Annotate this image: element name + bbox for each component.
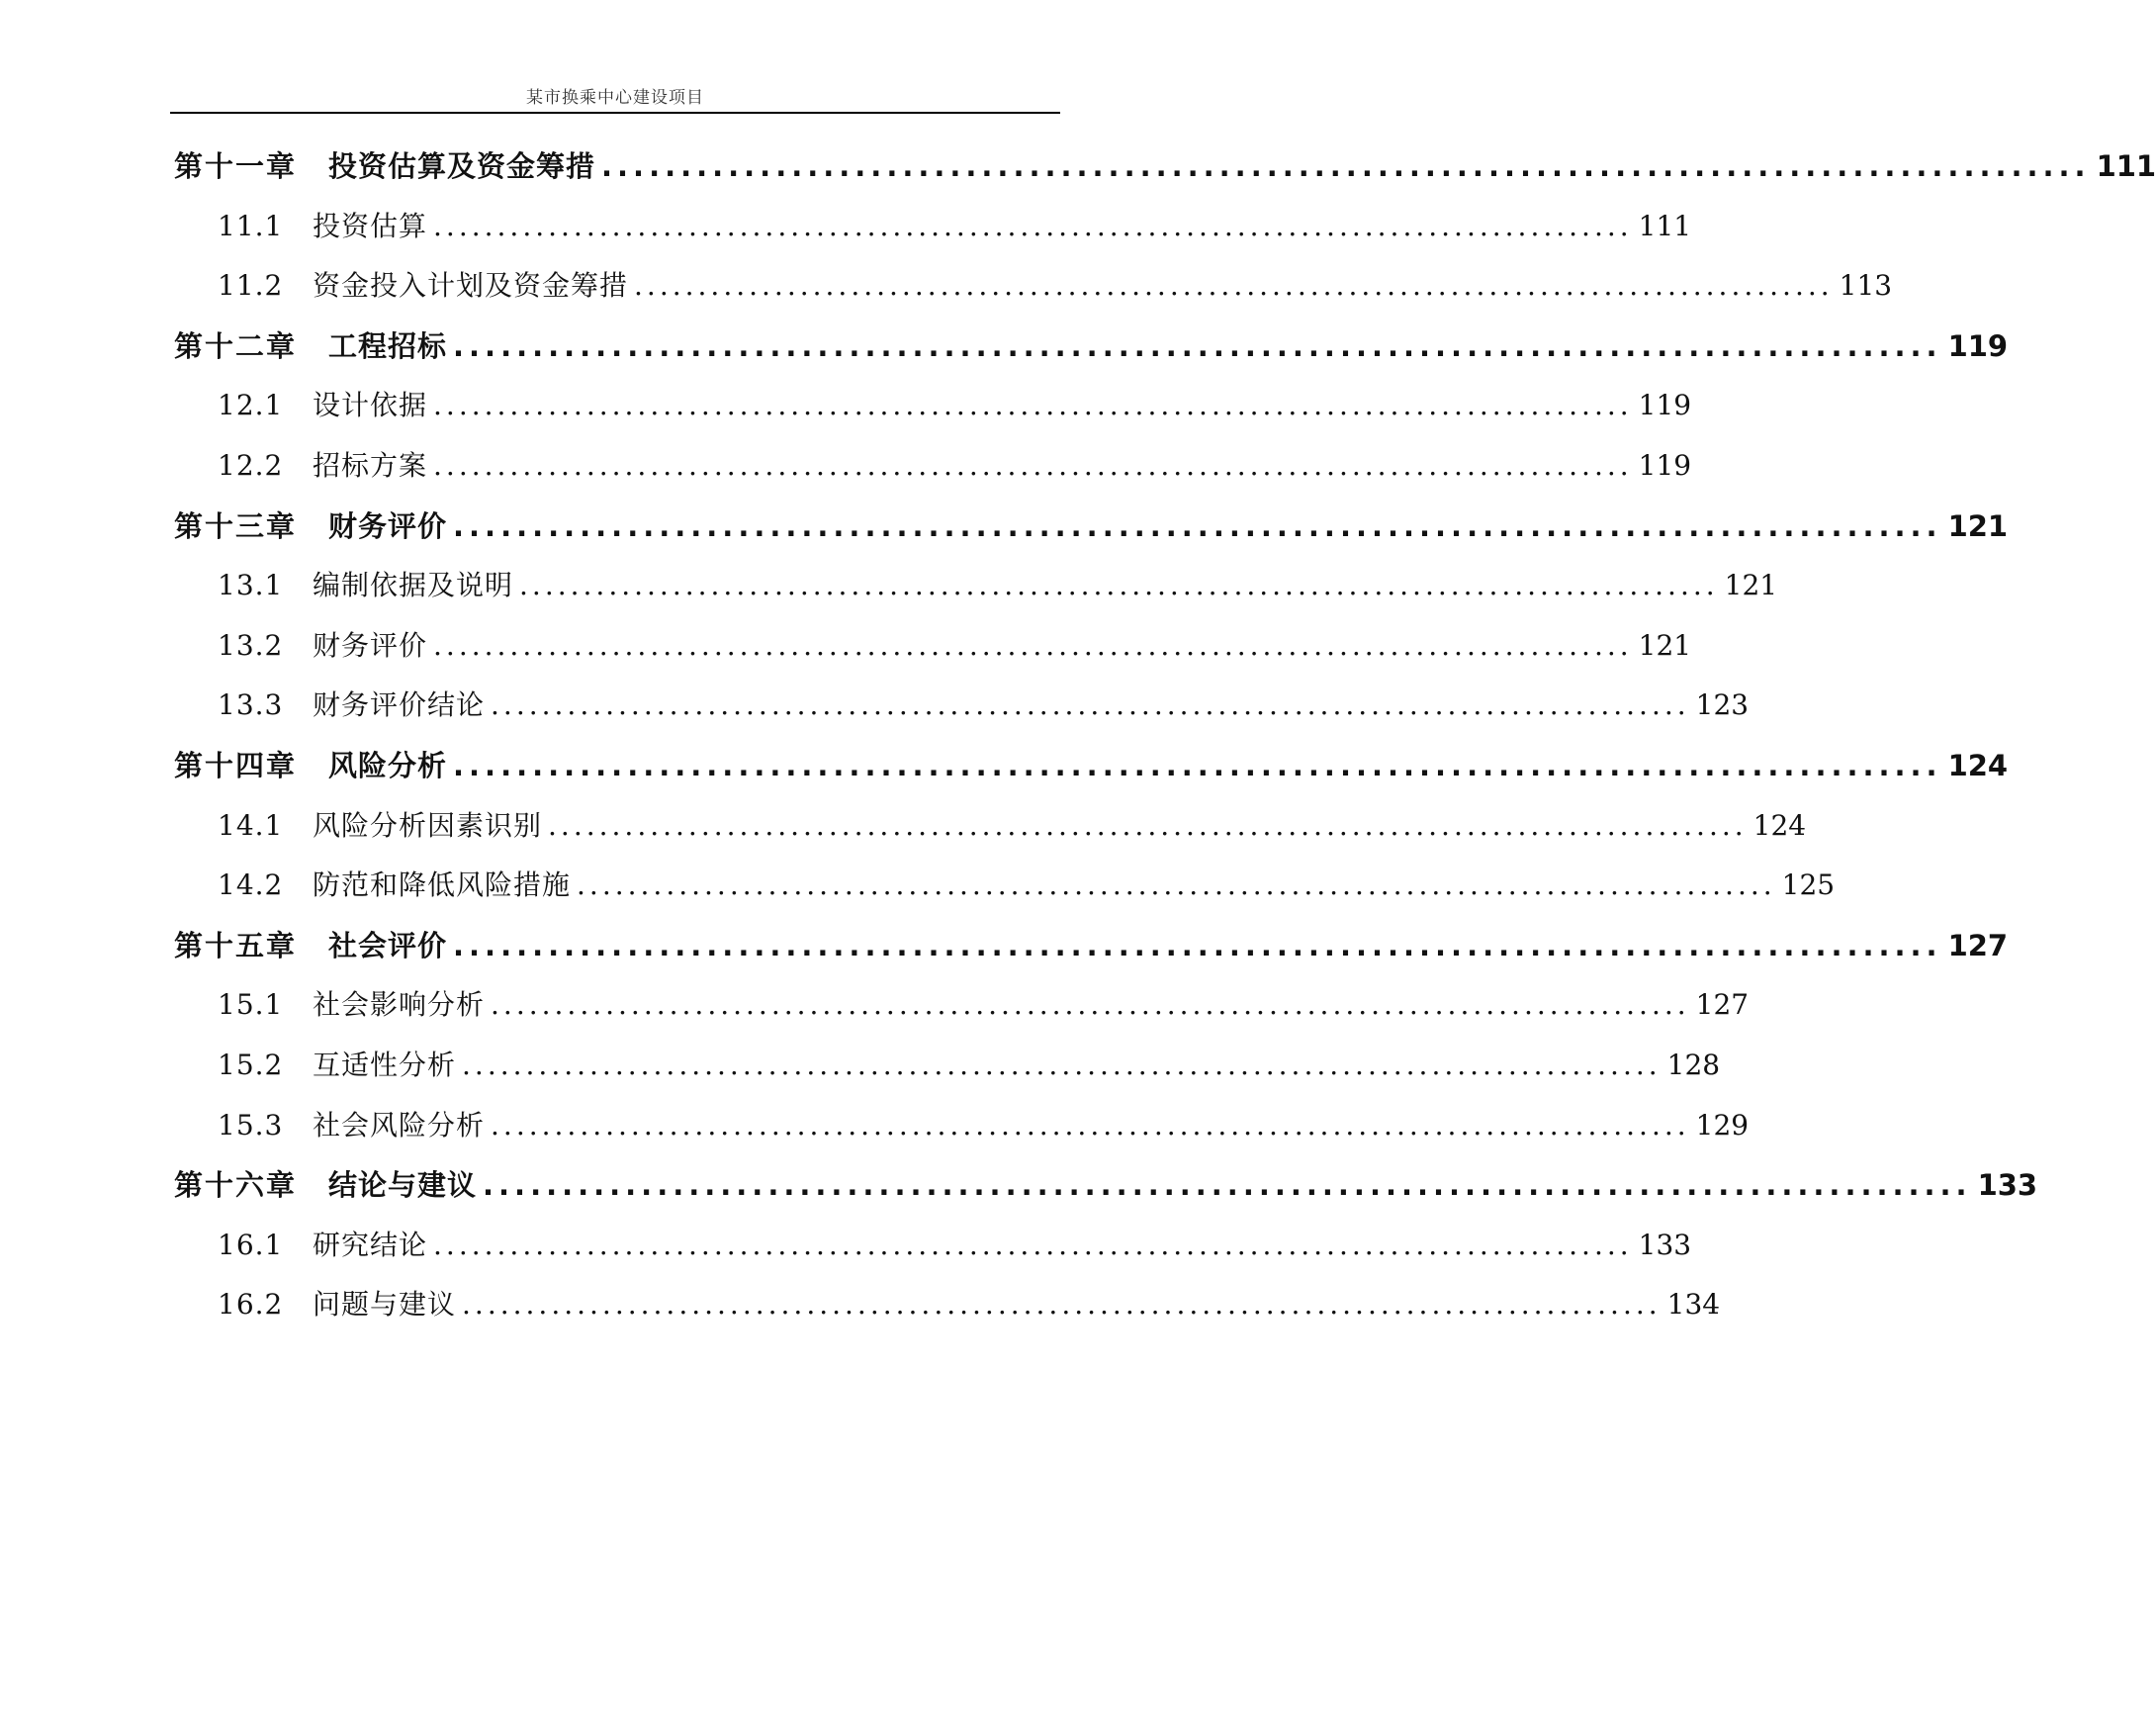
toc-section-title: 财务评价 xyxy=(313,628,428,662)
toc-section-15-1[interactable] xyxy=(174,975,1750,1036)
toc-leader: .............................................................................................. xyxy=(601,149,2091,183)
toc-leader: .............................................................................................. xyxy=(491,988,1690,1022)
toc-section-title: 资金投入计划及资金筹措 xyxy=(313,269,629,303)
toc-section-13-1[interactable] xyxy=(174,556,1778,616)
toc-section-title: 投资估算 xyxy=(313,209,428,242)
toc-section-number: 15.2 xyxy=(218,1048,284,1081)
toc-section-title: 社会影响分析 xyxy=(313,988,486,1022)
toc-leader: .............................................................................................. xyxy=(453,748,1942,782)
toc-chapter-title: 投资估算及资金筹措 xyxy=(328,149,596,183)
toc-page-number: 134 xyxy=(1666,1288,1721,1322)
toc-chapter-title: 工程招标 xyxy=(328,328,448,363)
toc-section-11-1[interactable] xyxy=(174,197,1692,257)
toc-section-title: 招标方案 xyxy=(313,448,428,482)
toc-leader: .............................................................................................. xyxy=(462,1048,1662,1081)
toc-chapter-title: 财务评价 xyxy=(328,508,448,543)
toc-section-title: 设计依据 xyxy=(313,389,428,422)
toc-section-number: 16.2 xyxy=(218,1288,284,1322)
toc-leader: .............................................................................................. xyxy=(491,1108,1690,1141)
toc-chapter-number: 第十二章 xyxy=(174,328,298,363)
toc-leader: .............................................................................................. xyxy=(433,389,1633,422)
toc-leader: .............................................................................................. xyxy=(433,448,1633,482)
toc-chapter-title: 风险分析 xyxy=(328,748,448,782)
toc-section-16-2[interactable] xyxy=(174,1275,1721,1335)
toc-leader: .............................................................................................. xyxy=(577,868,1776,902)
toc-section-number: 12.2 xyxy=(218,448,284,482)
toc-chapter-number: 第十一章 xyxy=(174,149,298,183)
toc-leader: .............................................................................................. xyxy=(483,1168,1972,1203)
toc-section-title: 问题与建议 xyxy=(313,1288,457,1322)
toc-leader: .............................................................................................. xyxy=(519,569,1719,602)
toc-page-number: 133 xyxy=(1977,1168,2038,1203)
toc-chapter-13[interactable] xyxy=(174,497,2009,557)
toc-section-13-2[interactable] xyxy=(174,616,1692,677)
toc-section-13-3[interactable] xyxy=(174,676,1750,736)
toc-section-number: 12.1 xyxy=(218,389,284,422)
toc-page-number: 111 xyxy=(1638,209,1692,242)
toc-leader: .............................................................................................. xyxy=(433,209,1633,242)
toc-chapter-12[interactable] xyxy=(174,317,2009,377)
toc-leader: .............................................................................................. xyxy=(462,1288,1662,1322)
toc-page-number: 124 xyxy=(1752,808,1807,842)
toc-section-number: 13.3 xyxy=(218,688,284,722)
toc-page-number: 128 xyxy=(1666,1048,1721,1081)
toc-leader: .............................................................................................. xyxy=(634,269,1834,303)
toc-leader: .............................................................................................. xyxy=(433,628,1633,662)
toc-section-15-3[interactable] xyxy=(174,1096,1750,1156)
toc-chapter-14[interactable] xyxy=(174,736,2009,796)
table-of-contents xyxy=(174,137,2156,1335)
toc-section-number: 11.2 xyxy=(218,269,284,303)
toc-page-number: 121 xyxy=(1638,628,1692,662)
toc-page-number: 119 xyxy=(1947,328,2009,363)
toc-section-14-1[interactable] xyxy=(174,796,1807,857)
toc-leader: .............................................................................................. xyxy=(433,1228,1633,1261)
toc-section-16-1[interactable] xyxy=(174,1216,1692,1276)
toc-page-number: 127 xyxy=(1695,988,1750,1022)
toc-leader: .............................................................................................. xyxy=(491,688,1690,722)
toc-section-number: 13.1 xyxy=(218,569,284,602)
header-divider xyxy=(170,112,1060,114)
toc-section-title: 研究结论 xyxy=(313,1228,428,1261)
toc-section-title: 防范和降低风险措施 xyxy=(313,868,572,902)
toc-page-number: 113 xyxy=(1839,269,1893,303)
toc-page-number: 121 xyxy=(1947,508,2009,543)
toc-page-number: 121 xyxy=(1724,569,1778,602)
toc-page-number: 124 xyxy=(1947,748,2009,782)
running-header: 某市换乘中心建设项目 xyxy=(526,88,704,108)
toc-chapter-number: 第十四章 xyxy=(174,748,298,782)
toc-section-title: 风险分析因素识别 xyxy=(313,808,543,842)
toc-section-title: 财务评价结论 xyxy=(313,688,486,722)
toc-section-number: 16.1 xyxy=(218,1228,284,1261)
toc-chapter-number: 第十六章 xyxy=(174,1168,298,1203)
toc-chapter-15[interactable] xyxy=(174,916,2009,976)
toc-section-14-2[interactable] xyxy=(174,856,1836,916)
toc-chapter-16[interactable] xyxy=(174,1155,2038,1216)
toc-section-number: 11.1 xyxy=(218,209,284,242)
toc-page-number: 123 xyxy=(1695,688,1750,722)
toc-page-number: 119 xyxy=(1638,389,1692,422)
toc-section-number: 14.2 xyxy=(218,868,284,902)
toc-section-number: 13.2 xyxy=(218,628,284,662)
toc-section-number: 15.3 xyxy=(218,1108,284,1141)
toc-leader: .............................................................................................. xyxy=(453,328,1942,363)
toc-chapter-title: 结论与建议 xyxy=(328,1168,478,1203)
toc-section-title: 社会风险分析 xyxy=(313,1108,486,1141)
toc-chapter-11[interactable] xyxy=(174,137,2156,197)
toc-section-15-2[interactable] xyxy=(174,1036,1721,1096)
toc-section-number: 15.1 xyxy=(218,988,284,1022)
toc-section-12-2[interactable] xyxy=(174,436,1692,497)
toc-page-number: 133 xyxy=(1638,1228,1692,1261)
toc-section-title: 编制依据及说明 xyxy=(313,569,514,602)
toc-section-11-2[interactable] xyxy=(174,256,1893,317)
toc-page-number: 119 xyxy=(1638,448,1692,482)
toc-page-number: 111 xyxy=(2096,149,2156,183)
toc-section-number: 14.1 xyxy=(218,808,284,842)
toc-leader: .............................................................................................. xyxy=(453,928,1942,962)
toc-section-12-1[interactable] xyxy=(174,376,1692,436)
toc-section-title: 互适性分析 xyxy=(313,1048,457,1081)
toc-chapter-number: 第十三章 xyxy=(174,508,298,543)
toc-page-number: 127 xyxy=(1947,928,2009,962)
toc-chapter-number: 第十五章 xyxy=(174,928,298,962)
toc-leader: .............................................................................................. xyxy=(453,508,1942,543)
toc-leader: .............................................................................................. xyxy=(548,808,1748,842)
toc-page-number: 125 xyxy=(1781,868,1836,902)
toc-page-number: 129 xyxy=(1695,1108,1750,1141)
toc-chapter-title: 社会评价 xyxy=(328,928,448,962)
